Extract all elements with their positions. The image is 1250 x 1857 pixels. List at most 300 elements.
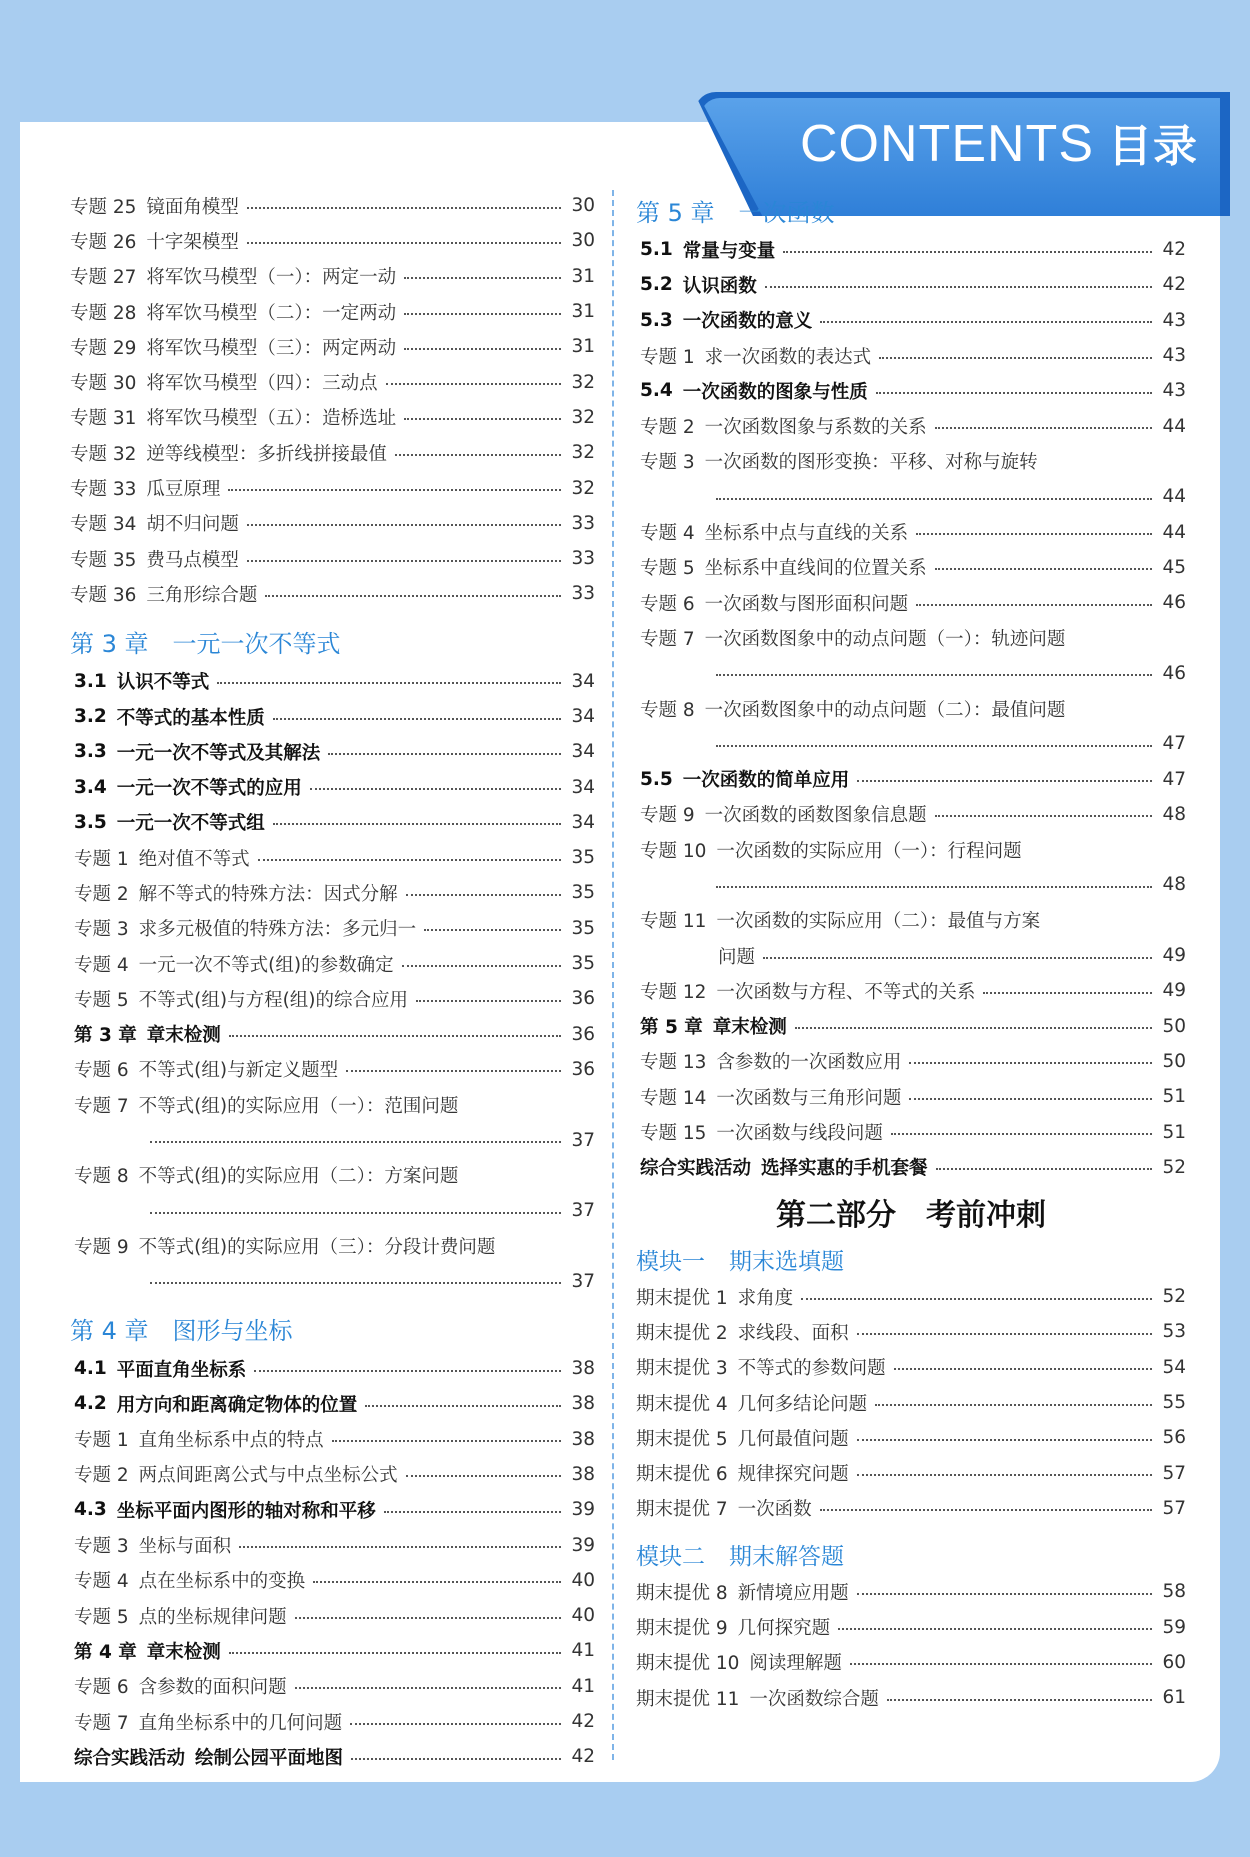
entry-page: 43 — [1162, 309, 1186, 331]
toc-entry[interactable] — [636, 550, 1186, 585]
entry-code: 3.5 — [74, 811, 107, 833]
toc-entry[interactable] — [70, 1492, 595, 1527]
entry-page: 30 — [571, 195, 595, 217]
entry-code: 第 5 章 — [640, 1017, 703, 1039]
toc-entry[interactable] — [636, 761, 1186, 796]
entry-title: 将军饮马模型（二）：一定两动 — [146, 302, 397, 324]
entry-title: 章末检测 — [712, 1017, 787, 1039]
toc-entry[interactable] — [636, 1314, 1186, 1349]
entry-title: 三角形综合题 — [146, 584, 258, 606]
dot-leader — [295, 1617, 561, 1619]
entry-code: 专题 27 — [70, 267, 137, 289]
entry-code: 期末提优 7 — [636, 1499, 728, 1521]
entry-title: 一次函数图象与系数的关系 — [704, 417, 927, 439]
toc-entry-continuation — [636, 479, 1186, 514]
toc-entry[interactable] — [636, 691, 1186, 726]
entry-page: 58 — [1162, 1581, 1186, 1603]
chapter-title: 一元一次不等式 — [172, 630, 341, 659]
toc-entry[interactable] — [70, 259, 595, 294]
toc-entry[interactable] — [70, 1457, 595, 1492]
chapter-3-heading — [70, 620, 595, 664]
toc-entry[interactable] — [70, 734, 595, 769]
entry-page: 42 — [571, 1711, 595, 1733]
dot-leader — [229, 1035, 561, 1037]
entry-page: 34 — [571, 811, 595, 833]
entry-title: 一次函数的实际应用（一）：行程问题 — [716, 840, 1022, 862]
entry-title: 一次函数的图象与性质 — [682, 381, 868, 403]
toc-entry[interactable] — [636, 267, 1186, 302]
toc-entry[interactable] — [636, 1680, 1186, 1715]
entry-title: 一次函数与三角形问题 — [716, 1087, 902, 1109]
toc-entry[interactable] — [70, 664, 595, 699]
toc-entry[interactable] — [636, 1385, 1186, 1420]
toc-entry[interactable] — [636, 444, 1186, 479]
entry-code: 3.2 — [74, 706, 107, 727]
toc-entry[interactable] — [636, 903, 1186, 938]
toc-entry[interactable] — [70, 699, 595, 734]
toc-entry[interactable] — [70, 435, 595, 470]
dot-leader — [404, 277, 561, 279]
entry-code: 专题 4 — [74, 954, 129, 976]
toc-entry[interactable] — [70, 1598, 595, 1633]
entry-title: 不等式的基本性质 — [116, 707, 265, 729]
entry-title: 不等式(组)的实际应用（二）：方案问题 — [138, 1166, 459, 1188]
toc-entry-continuation — [636, 726, 1186, 761]
toc-entry[interactable] — [636, 1350, 1186, 1385]
entry-code: 4.3 — [74, 1499, 107, 1521]
entry-page: 42 — [1162, 239, 1186, 261]
entry-code: 专题 5 — [74, 989, 129, 1011]
dot-leader — [857, 1593, 1152, 1595]
entry-page: 50 — [1162, 1015, 1186, 1037]
dot-leader — [386, 383, 561, 385]
chapter-number: 第 3 章 — [70, 630, 149, 659]
entry-code: 专题 30 — [70, 373, 137, 395]
entry-page: 48 — [1162, 803, 1186, 825]
left-column — [70, 188, 595, 1774]
toc-entry[interactable] — [70, 1669, 595, 1704]
dot-leader — [716, 498, 1152, 500]
column-divider — [612, 190, 614, 1760]
entry-title: 将军饮马模型（四）：三动点 — [146, 373, 378, 395]
entry-code: 专题 2 — [640, 417, 695, 439]
toc-entry[interactable] — [636, 620, 1186, 655]
dot-leader — [150, 1212, 561, 1214]
toc-entry[interactable] — [636, 1420, 1186, 1455]
toc-entry[interactable] — [70, 329, 595, 364]
entry-page: 31 — [571, 265, 595, 287]
entry-page: 43 — [1162, 380, 1186, 402]
entry-title: 章末检测 — [146, 1641, 221, 1663]
entry-title: 求一次函数的表达式 — [704, 346, 872, 368]
entry-code: 第 4 章 — [74, 1641, 137, 1663]
toc-entry[interactable] — [636, 1574, 1186, 1609]
entry-code: 专题 8 — [640, 699, 695, 721]
entry-title: 费马点模型 — [146, 549, 239, 571]
entry-page: 54 — [1162, 1356, 1186, 1378]
entry-code: 专题 1 — [640, 346, 695, 368]
dot-leader — [894, 1368, 1152, 1370]
entry-title: 平面直角坐标系 — [116, 1359, 247, 1381]
dot-leader — [857, 1439, 1152, 1441]
entry-page: 35 — [571, 882, 595, 904]
dot-leader — [783, 251, 1152, 253]
dot-leader — [406, 894, 561, 896]
toc-entry[interactable] — [636, 1150, 1186, 1185]
toc-entry[interactable] — [70, 400, 595, 435]
toc-entry[interactable] — [70, 541, 595, 576]
toc-entry[interactable] — [70, 364, 595, 399]
toc-entry[interactable] — [70, 1158, 595, 1193]
chapter-title: 图形与坐标 — [172, 1317, 293, 1346]
entry-page: 43 — [1162, 345, 1186, 367]
entry-page: 42 — [1162, 274, 1186, 296]
entry-page: 44 — [1162, 486, 1186, 508]
entry-code: 综合实践活动 — [640, 1158, 752, 1180]
toc-entry[interactable] — [70, 506, 595, 541]
dot-leader — [404, 348, 561, 350]
entry-page: 34 — [571, 670, 595, 692]
entry-page: 31 — [571, 336, 595, 358]
dot-leader — [228, 489, 561, 491]
entry-page: 37 — [571, 1129, 595, 1151]
toc-entry[interactable] — [636, 973, 1186, 1008]
toc-entry[interactable] — [70, 1563, 595, 1598]
entry-title: 不等式(组)的实际应用（三）：分段计费问题 — [138, 1236, 496, 1258]
entry-page: 51 — [1162, 1086, 1186, 1108]
entry-title: 十字架模型 — [146, 231, 239, 253]
entry-title: 认识不等式 — [116, 672, 210, 694]
entry-page: 40 — [571, 1569, 595, 1591]
entry-code: 专题 9 — [74, 1236, 129, 1258]
entry-title: 一次函数的简单应用 — [682, 770, 850, 792]
entry-title-continued: 问题 — [718, 946, 756, 968]
dot-leader — [909, 1098, 1152, 1100]
toc-entry[interactable] — [636, 585, 1186, 620]
entry-code: 3.3 — [74, 741, 107, 763]
entry-page: 50 — [1162, 1050, 1186, 1072]
banner-title-zh: 目录 — [1108, 121, 1198, 172]
entry-page: 31 — [571, 301, 595, 323]
dot-leader — [875, 1404, 1152, 1406]
toc-entry[interactable] — [636, 1279, 1186, 1314]
entry-code: 专题 7 — [74, 1712, 129, 1734]
entry-code: 5.1 — [640, 239, 673, 261]
entry-code: 专题 11 — [640, 911, 707, 933]
entry-page: 38 — [571, 1463, 595, 1485]
chapter-title: 一次函数 — [738, 198, 835, 227]
entry-title: 镜面角模型 — [146, 196, 239, 218]
entry-page: 35 — [571, 847, 595, 869]
entry-title: 一元一次不等式的应用 — [116, 778, 302, 800]
entry-code: 专题 3 — [74, 919, 129, 941]
toc-entry[interactable] — [636, 373, 1186, 408]
entry-page: 33 — [571, 548, 595, 570]
entry-page: 41 — [571, 1675, 595, 1697]
toc-entry-continuation — [70, 1122, 595, 1157]
toc-entry[interactable] — [70, 1422, 595, 1457]
dot-leader — [404, 313, 561, 315]
entry-title: 几何最值问题 — [737, 1428, 849, 1450]
dot-leader — [404, 418, 561, 420]
toc-entry[interactable] — [636, 1079, 1186, 1114]
entry-page: 55 — [1162, 1392, 1186, 1414]
entry-page: 34 — [571, 776, 595, 798]
dot-leader — [916, 604, 1152, 606]
dot-leader — [247, 560, 561, 562]
toc-entry[interactable] — [70, 1739, 595, 1774]
entry-page: 48 — [1162, 874, 1186, 896]
module-2-heading — [636, 1534, 1186, 1574]
toc-entry[interactable] — [70, 188, 595, 223]
dot-leader — [891, 1133, 1152, 1135]
entry-page: 36 — [571, 1058, 595, 1080]
dot-leader — [273, 718, 561, 720]
entry-title: 一元一次不等式组 — [116, 813, 265, 835]
entry-code: 专题 7 — [74, 1095, 129, 1117]
toc-entry[interactable] — [70, 223, 595, 258]
toc-entry[interactable] — [636, 832, 1186, 867]
entry-title: 一次函数的意义 — [682, 311, 813, 333]
dot-leader — [935, 815, 1152, 817]
entry-title: 阅读理解题 — [749, 1653, 842, 1675]
toc-entry[interactable] — [70, 1351, 595, 1386]
entry-code: 专题 33 — [70, 479, 137, 501]
toc-entry[interactable] — [70, 1228, 595, 1263]
dot-leader — [295, 1687, 561, 1689]
entry-title: 坐标系中直线间的位置关系 — [704, 558, 927, 580]
entry-page: 47 — [1162, 733, 1186, 755]
toc-entry[interactable] — [70, 981, 595, 1016]
entry-code: 专题 31 — [70, 408, 137, 430]
dot-leader — [350, 1723, 561, 1725]
dot-leader — [310, 788, 561, 790]
module-title: 期末选填题 — [729, 1248, 844, 1275]
entry-page: 37 — [571, 1270, 595, 1292]
entry-page: 49 — [1162, 980, 1186, 1002]
dot-leader — [402, 965, 561, 967]
entry-title: 直角坐标系中点的特点 — [138, 1430, 324, 1452]
toc-entry[interactable] — [70, 875, 595, 910]
toc-entry[interactable] — [70, 1704, 595, 1739]
entry-title: 含参数的一次函数应用 — [716, 1052, 902, 1074]
dot-leader — [935, 568, 1152, 570]
toc-entry[interactable] — [70, 1087, 595, 1122]
entry-page: 37 — [571, 1200, 595, 1222]
entry-title: 一次函数综合题 — [749, 1688, 879, 1710]
entry-code: 专题 9 — [640, 805, 695, 827]
toc-entry[interactable] — [70, 1017, 595, 1052]
entry-title: 求角度 — [737, 1287, 794, 1309]
dot-leader — [384, 1511, 561, 1513]
entry-title: 瓜豆原理 — [146, 479, 221, 501]
banner-title — [800, 110, 1220, 180]
toc-entry[interactable] — [636, 1114, 1186, 1149]
dot-leader — [150, 1282, 561, 1284]
entry-code: 专题 1 — [74, 848, 129, 870]
entry-code: 专题 6 — [74, 1060, 129, 1082]
toc-entry[interactable] — [70, 470, 595, 505]
entry-title: 求多元极值的特殊方法：多元归一 — [138, 919, 417, 941]
toc-entry[interactable] — [70, 911, 595, 946]
dot-leader — [265, 595, 561, 597]
entry-title: 绝对值不等式 — [138, 848, 250, 870]
entry-page: 32 — [571, 442, 595, 464]
entry-page: 57 — [1162, 1497, 1186, 1519]
toc-entry[interactable] — [636, 1609, 1186, 1644]
entry-page: 45 — [1162, 556, 1186, 578]
entry-title: 坐标与面积 — [138, 1536, 232, 1558]
dot-leader — [239, 1546, 561, 1548]
entry-code: 期末提优 6 — [636, 1464, 728, 1486]
entry-page: 52 — [1162, 1286, 1186, 1308]
dot-leader — [820, 321, 1152, 323]
toc-entry[interactable] — [636, 514, 1186, 549]
dot-leader — [763, 957, 1152, 959]
dot-leader — [716, 674, 1152, 676]
right-column — [636, 188, 1186, 1715]
toc-entry[interactable] — [636, 303, 1186, 338]
toc-entry[interactable] — [636, 1456, 1186, 1491]
entry-title: 认识函数 — [682, 275, 757, 297]
toc-entry[interactable] — [70, 1052, 595, 1087]
dot-leader — [247, 524, 561, 526]
module-number: 模块二 — [636, 1543, 705, 1570]
entry-title: 章末检测 — [146, 1025, 221, 1047]
toc-entry[interactable] — [70, 1633, 595, 1668]
entry-title: 求线段、面积 — [737, 1322, 849, 1344]
chapter-4-heading — [70, 1307, 595, 1351]
entry-code: 专题 35 — [70, 549, 137, 571]
toc-entry[interactable] — [70, 1386, 595, 1421]
toc-entry[interactable] — [70, 769, 595, 804]
entry-page: 60 — [1162, 1651, 1186, 1673]
dot-leader — [916, 533, 1152, 535]
dot-leader — [887, 1699, 1152, 1701]
dot-leader — [247, 242, 561, 244]
toc-entry[interactable] — [70, 576, 595, 611]
entry-title: 将军饮马模型（五）：造桥选址 — [146, 408, 397, 430]
module-title: 期末解答题 — [729, 1543, 844, 1570]
entry-code: 4.1 — [74, 1358, 107, 1380]
entry-title: 不等式(组)与新定义题型 — [138, 1060, 339, 1082]
module-number: 模块一 — [636, 1248, 705, 1275]
dot-leader — [936, 1168, 1152, 1170]
part-2-heading: 第二部分 考前冲刺 — [776, 1198, 1046, 1234]
toc-entry[interactable] — [70, 840, 595, 875]
entry-title: 胡不归问题 — [146, 514, 239, 536]
entry-title: 规律探究问题 — [737, 1464, 849, 1486]
entry-title: 点在坐标系中的变换 — [138, 1571, 306, 1593]
entry-page: 39 — [571, 1534, 595, 1556]
dot-leader — [909, 1062, 1152, 1064]
entry-code: 5.4 — [640, 380, 673, 402]
entry-page: 33 — [571, 583, 595, 605]
dot-leader — [150, 1141, 561, 1143]
entry-page: 35 — [571, 917, 595, 939]
dot-leader — [935, 427, 1152, 429]
dot-leader — [716, 886, 1152, 888]
entry-title: 新情境应用题 — [737, 1582, 849, 1604]
entry-code: 专题 32 — [70, 443, 137, 465]
entry-code: 专题 25 — [70, 196, 137, 218]
dot-leader — [395, 454, 561, 456]
dot-leader — [346, 1070, 561, 1072]
entry-title: 一次函数 — [737, 1499, 812, 1521]
entry-page: 38 — [571, 1358, 595, 1380]
entry-code: 专题 28 — [70, 302, 137, 324]
toc-entry[interactable] — [70, 946, 595, 981]
entry-title: 一次函数与方程、不等式的关系 — [716, 981, 976, 1003]
entry-page: 41 — [571, 1640, 595, 1662]
toc-entry[interactable] — [70, 1527, 595, 1562]
toc-entry[interactable] — [636, 1491, 1186, 1526]
entry-title: 将军饮马模型（一）：两定一动 — [146, 267, 397, 289]
dot-leader — [229, 1652, 561, 1654]
toc-entry[interactable] — [636, 1044, 1186, 1079]
entry-page: 47 — [1162, 768, 1186, 790]
entry-code: 专题 34 — [70, 514, 137, 536]
entry-title: 绘制公园平面地图 — [195, 1747, 344, 1769]
toc-entry[interactable] — [636, 797, 1186, 832]
entry-page: 44 — [1162, 521, 1186, 543]
entry-page: 32 — [571, 371, 595, 393]
toc-entry[interactable] — [636, 1009, 1186, 1044]
entry-page: 57 — [1162, 1462, 1186, 1484]
chapter-number: 第 4 章 — [70, 1317, 149, 1346]
dot-leader — [838, 1628, 1152, 1630]
entry-page: 32 — [571, 406, 595, 428]
toc-entry[interactable] — [70, 294, 595, 329]
dot-leader — [801, 1298, 1152, 1300]
entry-code: 专题 5 — [74, 1606, 129, 1628]
entry-title: 不等式(组)与方程(组)的综合应用 — [138, 989, 409, 1011]
entry-page: 46 — [1162, 662, 1186, 684]
chapter-number: 第 5 章 — [636, 198, 715, 227]
dot-leader — [876, 392, 1152, 394]
toc-entry[interactable] — [70, 805, 595, 840]
entry-title: 点的坐标规律问题 — [138, 1606, 287, 1628]
entry-page: 30 — [571, 230, 595, 252]
entry-code: 专题 13 — [640, 1052, 707, 1074]
entry-code: 专题 26 — [70, 231, 137, 253]
toc-entry[interactable] — [636, 1645, 1186, 1680]
toc-entry[interactable] — [636, 338, 1186, 373]
entry-page: 33 — [571, 512, 595, 534]
entry-title: 含参数的面积问题 — [138, 1677, 287, 1699]
dot-leader — [424, 929, 561, 931]
entry-title: 不等式(组)的实际应用（一）：范围问题 — [138, 1095, 459, 1117]
banner-title-en: CONTENTS — [800, 115, 1094, 173]
entry-code: 综合实践活动 — [74, 1747, 186, 1769]
toc-entry[interactable] — [636, 408, 1186, 443]
toc-entry[interactable] — [636, 232, 1186, 267]
entry-title: 选择实惠的手机套餐 — [761, 1158, 928, 1180]
entry-code: 第 3 章 — [74, 1025, 137, 1047]
entry-title: 常量与变量 — [682, 240, 776, 262]
toc-entry-continuation — [70, 1264, 595, 1299]
entry-title: 直角坐标系中的几何问题 — [138, 1712, 343, 1734]
dot-leader — [254, 1370, 561, 1372]
entry-code: 专题 14 — [640, 1087, 707, 1109]
entry-code: 期末提优 11 — [636, 1688, 740, 1710]
entry-code: 专题 36 — [70, 584, 137, 606]
toc-entry-continuation — [636, 867, 1186, 902]
entry-code: 5.2 — [640, 274, 673, 296]
entry-title: 解不等式的特殊方法：因式分解 — [138, 883, 398, 905]
entry-page: 40 — [571, 1605, 595, 1627]
dot-leader — [247, 207, 561, 209]
